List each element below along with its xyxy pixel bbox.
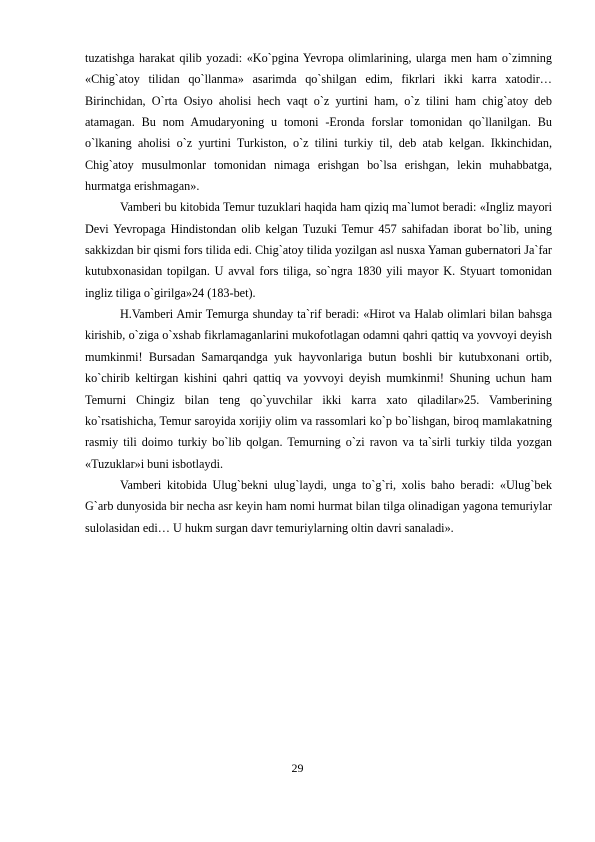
paragraph-3: H.Vamberi Amir Temurga shunday ta`rif beradi: «Hirot va Halab olimlari bilan bahsga kirishib, o`ziga o`xshab fikrlamaganlarini mukofotlagan odamni qahri qattiq va yovvoyi deyish mumkinmi! Bursadan Samarqandga yuk hayvonlariga butun boshli bir kutubxonani ortib, ko`chirib keltirgan kishini qahri qattiq va yovvoyi deyish mumkinmi! Shuning uchun ham Temurni Chingiz bilan teng qo`yuvchilar ikki karra xato qiladilar»25. Vamberining ko`rsatishicha, Temur saroyida xorijiy olim va rassomlari ko`p bo`lishgan, biroq mamlakatning rasmiy tili doimo turkiy bo`lib qolgan. Temurning o`zi ravon va ta`sirli turkiy tilda yozgan «Tuzuklar»i buni isbotlaydi. <box>85 307 552 471</box>
paragraph-4: Vamberi kitobida Ulug`bekni ulug`laydi, unga to`g`ri, xolis baho beradi: «Ulug`bek G`arb dunyosida bir necha asr keyin ham nomi hurmat bilan tilga olinadigan yagona temuriylar sulolasidan edi… U hukm surgan davr temuriylarning oltin davri sanaladi». <box>85 477 552 535</box>
paragraph-1: tuzatishga harakat qilib yozadi: «Ko`pgina Yevropa olimlarining, ularga men ham o`zimning «Chig`atoy tilidan qo`llanma» asarimda qo`shilgan edim, fikrlari ikki karra xatodir… Birinchidan, O`rta Osiyo aholisi hech vaqt o`z yurtini ham, o`z tilini ham chig`atoy deb atamagan. Bu nom Amudaryoning u tomoni -Eronda forslar tomonidan qo`llanilgan. Bu o`lkaning aholisi o`z yurtini Turkiston, o`z tilini turkiy til, deb atab kelgan. Ikkinchidan, Chig`atoy musulmonlar tomonidan nimaga erishgan bo`lsa erishgan, lekin muhabbatga, hurmatga erishmagan». <box>85 51 552 194</box>
page-number: 29 <box>291 761 304 775</box>
body-text <box>85 48 552 539</box>
paragraph-2: Vamberi bu kitobida Temur tuzuklari haqida ham qiziq ma`lumot beradi: «Ingliz mayori Devi Yevropaga Hindistondan olib kelgan Tuzuki Temur 457 sahifadan iborat bo`lib, uning sakkizdan bir qismi fors tilida edi. Chig`atoy tilida yozilgan asl nusxa Yaman gubernatori Ja`far kutubxonasidan topilgan. U avval fors tiliga, so`ngra 1830 yili mayor K. Styuart tomonidan ingliz tiliga o`girilga»24 (183-bet). <box>85 200 552 300</box>
